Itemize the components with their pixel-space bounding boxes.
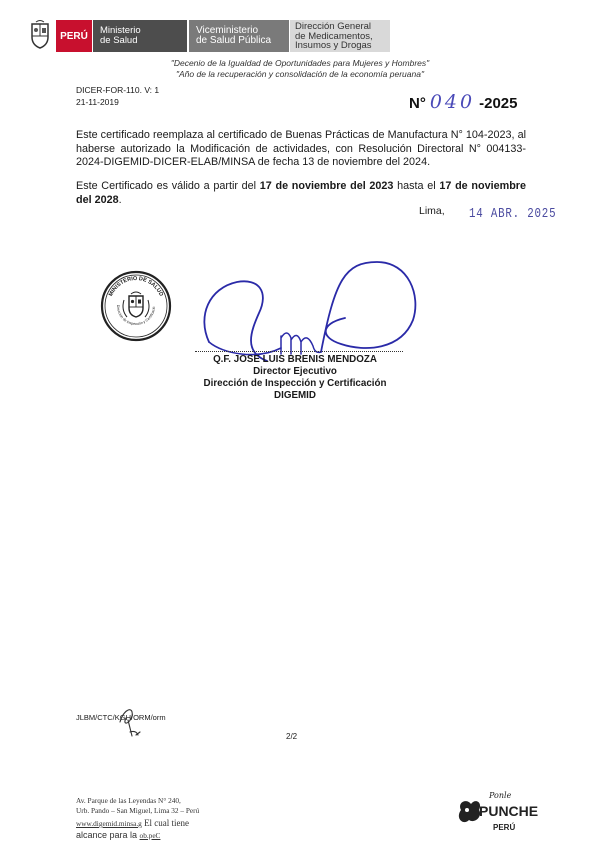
country-label: PERÚ <box>60 30 88 42</box>
address-line1: Av. Parque de las Leyendas N° 240, <box>76 796 181 805</box>
validity-paragraph <box>76 180 526 207</box>
signatory-department: Dirección de Inspección y Certificación <box>203 378 387 389</box>
peru-coat-of-arms-icon <box>28 20 52 50</box>
campaign-mid: PUNCHE <box>479 803 539 819</box>
initials-scribble-icon <box>110 702 150 742</box>
ministry-line1: Ministerio <box>100 25 141 36</box>
signatory-role: Director Ejecutivo <box>253 366 337 377</box>
validity-mid: hasta el <box>393 180 440 192</box>
vice-line1: Viceministerio <box>196 25 259 36</box>
vice-line2: de Salud Pública <box>196 35 272 46</box>
form-date: 21-11-2019 <box>76 97 119 107</box>
direction-line1: Dirección General <box>295 21 372 32</box>
direction-line3: Insumos y Drogas <box>295 40 372 51</box>
ministry-line2: de Salud <box>100 35 138 46</box>
seal-outer-text: MINISTERIO DE SALUD <box>108 275 164 298</box>
official-seal-icon <box>100 270 172 342</box>
address-line2: Urb. Pando – San Miguel, Lima 32 – Perú <box>76 806 200 815</box>
page-number: 2/2 <box>286 732 298 741</box>
validity-lead: Este Certificado es válido a partir del <box>76 180 260 192</box>
mottos <box>0 58 600 80</box>
replacement-paragraph: Este certificado reemplaza al certificado de Buenas Prácticas de Manufactura N° 104-2023, al haberse autorizado la Modificación de actividades, con Resolución Directoral N° 004133-2024-DIGEMID-DICER-ELAB/MINSA de fecha 13 de noviembre del 2024. <box>76 129 526 168</box>
cert-suffix: -2025 <box>479 95 518 112</box>
campaign-bottom: PERÚ <box>493 823 516 832</box>
signatory-organization: DIGEMID <box>274 390 316 401</box>
city-label: Lima, <box>419 205 445 217</box>
reference-initials: JLBM/CTC/KGH/ORM/orm <box>76 713 166 722</box>
campaign-top: Ponle <box>489 791 512 800</box>
validity-end: . <box>118 193 122 206</box>
motto-decade: "Decenio de la Igualdad de Oportunidades para Mujeres y Hombres" <box>170 58 430 68</box>
scope-line <box>76 830 160 840</box>
motto-year: "Año de la recuperación y consolidación de la economía peruana" <box>176 69 424 79</box>
form-code: DICER-FOR-110. V: 1 <box>76 85 160 95</box>
signature-line <box>195 351 403 352</box>
viceministry-block <box>189 20 289 52</box>
cert-prefix: N° <box>409 95 426 112</box>
signatory-name: Q.F. JOSE LUIS BRENIS MENDOZA <box>213 354 377 365</box>
scope-link[interactable]: ob.peC <box>139 831 161 840</box>
website-link[interactable]: www.digemid.minsa.g <box>76 819 142 828</box>
seal-inner-text: Dirección de Inspección y Certificació <box>115 304 157 327</box>
ministry-block <box>93 20 187 52</box>
validity-from: 17 de noviembre del 2023 <box>259 180 394 192</box>
direction-line2: de Medicamentos, <box>295 30 373 42</box>
certificate-number <box>409 91 517 113</box>
cert-handwritten-number: 040 <box>429 91 476 113</box>
date-stamp: 14 ABR. 2025 <box>469 207 557 222</box>
ponle-punche-peru-logo <box>453 788 539 834</box>
direction-block <box>290 20 390 52</box>
scope-text: alcance para la <box>76 830 140 840</box>
website-line <box>76 818 189 828</box>
web-tail-text: El cual tiene <box>141 818 190 828</box>
peru-block <box>56 20 92 52</box>
validity-to: 17 de noviembre del 2028 <box>76 180 526 206</box>
